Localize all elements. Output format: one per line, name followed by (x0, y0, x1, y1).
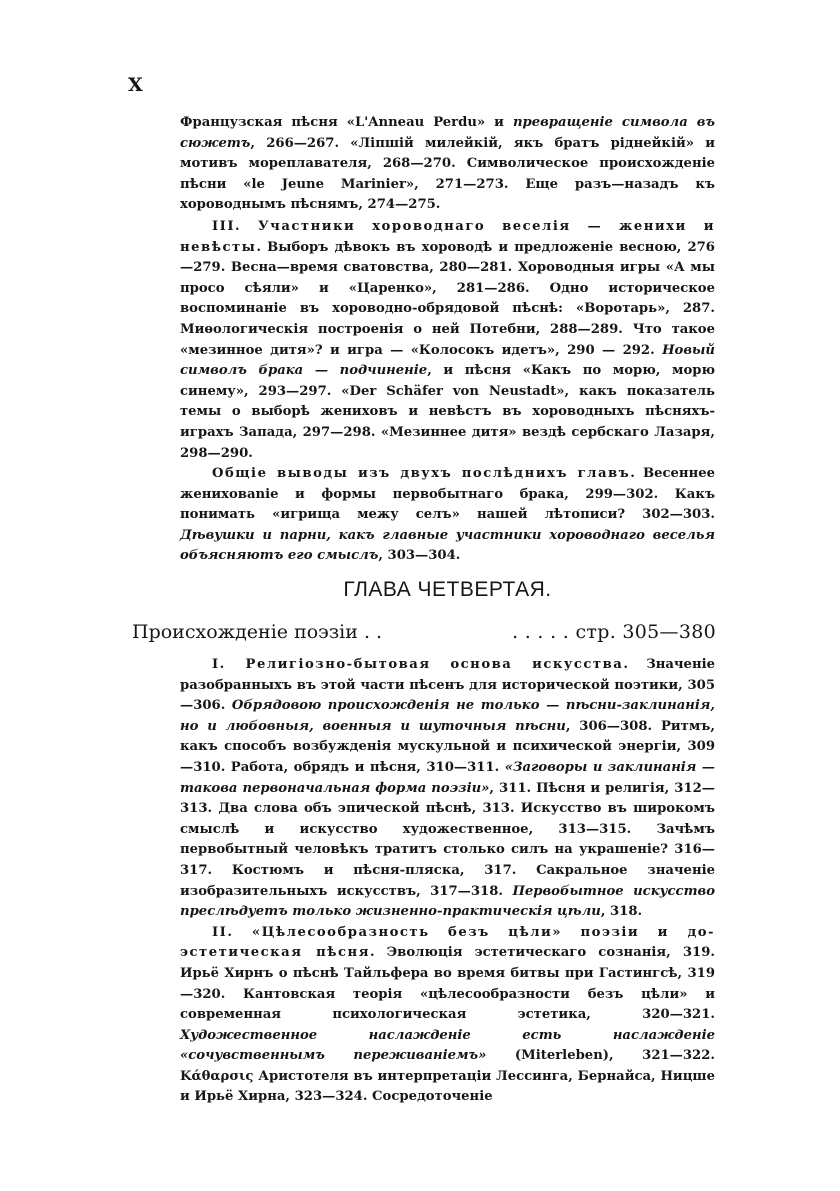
chapter-title: Происхожденiе поэзiи . . (132, 621, 383, 643)
chapter-toc-line (132, 621, 716, 643)
chapter-heading: ГЛАВА ЧЕТВЕРТАЯ. (343, 578, 552, 601)
paragraph: I. Религiозно-бытовая основа искусства. Значенiе разобранныхъ въ этой части пѣсенъ для исторической поэтики, 305—306. Обрядовою происхожденiя не только — пѣсни-заклинанiя, но и любовныя, военныя и шуточныя пѣсни, 306—308. Ритмъ, какъ способъ возбужденiя мускульной и психической энергiи, 309—310. Работа, обрядъ и пѣсня, 310—311. «Заговоры и заклинанiя — такова первоначальная форма поэзiи», 311. Пѣсня и религiя, 312—313. Два слова объ эпической пѣснѣ, 313. Искусство въ широкомъ смыслѣ и искусство художественное, 313—315. Зачѣмъ первобытный человѣкъ тратитъ столько силъ на украшенiе? 316—317. Костюмъ и пѣсня-пляска, 317. Сакральное значенiе изобразительныхъ искусствъ, 317—318. Первобытное искусство преслѣдуетъ только жизненно-практическiя цѣли, 318. (180, 657, 715, 920)
toc-section-bottom (180, 655, 715, 1108)
paragraph: II. «Цѣлесообразность безъ цѣли» поэзiи и до-эстетическая пѣсня. Эволюцiя эстетическаго сознанiя, 319. Ирьё Хирнъ о пѣснѣ Тайльфера во время битвы при Гастингсѣ, 319—320. Кантовская теорiя «цѣлесообразности безъ цѣли» и современная психологическая эстетика, 320—321. Художественное наслажденiе есть наслажденiе «сочувственнымъ переживанiемъ» (Miterleben), 321—322. Κάθαρσις Аристотеля въ интерпретацiи Лессинга, Бернайса, Ницше и Ирьё Хирна, 323—324. Сосредоточенiе (180, 924, 715, 1105)
toc-section-top (180, 113, 715, 567)
chapter-pages: . . . . . стр. 305—380 (512, 621, 716, 643)
paragraph: III. Участники хороводнаго веселiя — женихи и невѣсты. Выборъ дѣвокъ въ хороводѣ и предложенiе весною, 276—279. Весна—время сватовства, 280—281. Хороводныя игры «А мы просо сѣяли» и «Царенко», 281—286. Одно историческое воспоминанiе въ хороводно-обрядовой пѣснѣ: «Воротарь», 287. Миѳологическiя построенiя о ней Потебни, 288—289. Что такое «мезинное дитя»? и игра — «Колосокъ идетъ», 290 — 292. Новый символъ брака — подчиненiе, и пѣсня «Какъ по морю, морю синему», 293—297. «Der Schäfer von Neustadt», какъ показатель темы о выборѣ жениховъ и невѣстъ въ хороводныхъ пѣсняхъ-играхъ Запада, 297—298. «Мезиннее дитя» вездѣ сербскаго Лазаря, 298—290. (180, 218, 715, 461)
page-number: X (128, 74, 143, 96)
paragraph: Общiе выводы изъ двухъ послѣднихъ главъ. Весеннее жениховanie и формы первобытнаго брака, 299—302. Какъ понимать «игрища межу селъ» нашей лѣтописи? 302—303. Дѣвушки и парни, какъ главные участники хороводнаго веселья объясняютъ его смыслъ, 303—304. (180, 466, 715, 564)
paragraph: Французская пѣсня «L'Anneau Perdu» и превращенiе символа въ сюжетъ, 266—267. «Лiпшiй милейкiй, якъ братъ рiднейкiй» и мотивъ мореплавателя, 268—270. Символическое происхожденiе пѣсни «le Jeune Marinier», 271—273. Еще разъ—назадъ къ хороводнымъ пѣснямъ, 274—275. (180, 115, 715, 213)
